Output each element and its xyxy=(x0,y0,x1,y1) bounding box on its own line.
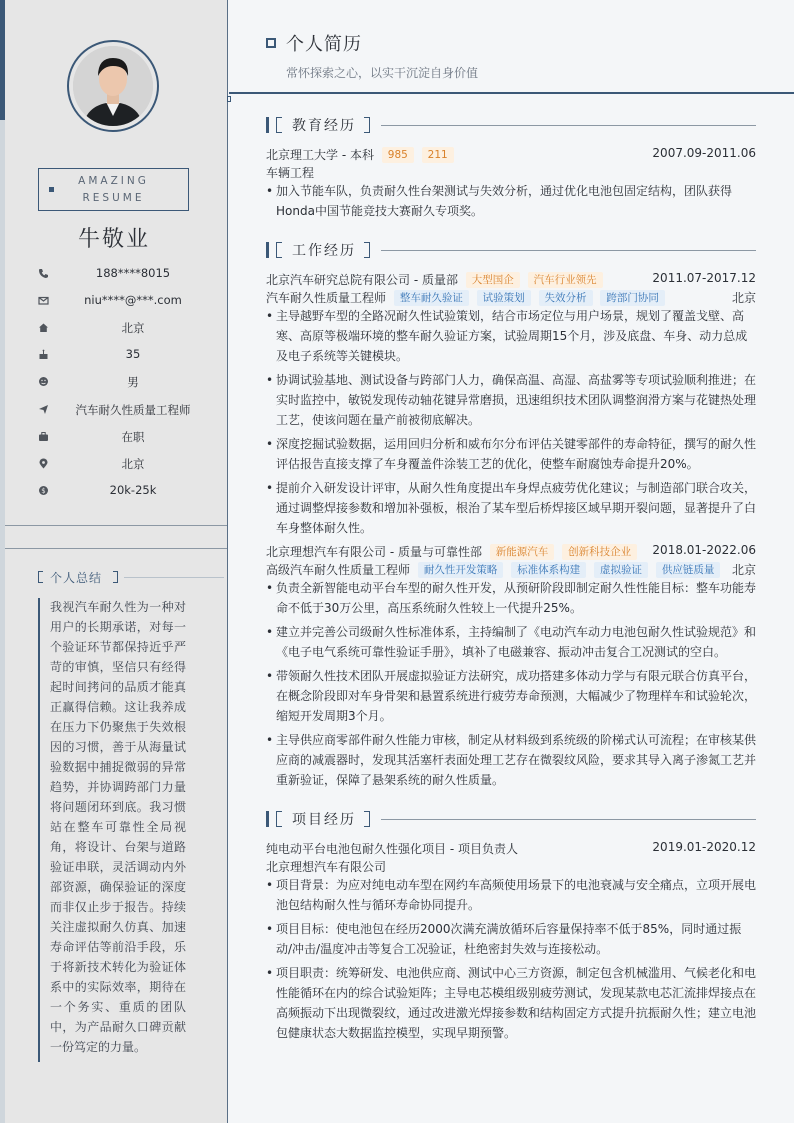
info-location xyxy=(38,318,188,338)
summary-accent-bar xyxy=(38,598,40,1062)
job-date: 2018.01-2022.06 xyxy=(652,543,756,557)
age-value: 35 xyxy=(125,347,141,361)
company-name: 北京汽车研究总院有限公司 - 质量部 xyxy=(266,273,458,287)
header-rule xyxy=(229,92,794,94)
skill-tag: 虚拟验证 xyxy=(594,562,648,578)
tag-985: 985 xyxy=(382,147,414,163)
skill-tag: 供应链质量 xyxy=(656,562,721,578)
skill-tag: 耐久性开发策略 xyxy=(418,562,504,578)
section-rule xyxy=(381,125,756,126)
list-item: • 主导供应商零部件耐久性能力审核，制定从材料级到系统级的阶梯式认可流程；在审核某供应商的减震器时，发现其活塞杆表面处理工艺存在微裂纹风险，要求其导入离子渗氮工艺并重新验证，保障了悬架系统的耐久性质量。 xyxy=(266,733,757,787)
info-city xyxy=(38,454,188,474)
list-item-text: 负责全新智能电动平台车型的耐久性开发，从预研阶段即制定耐久性性能目标：整车功能寿命不低于30万公里，高压系统耐久性较上一代提升25%。 xyxy=(276,581,757,615)
bracket-left xyxy=(276,811,282,827)
company-tag: 大型国企 xyxy=(466,272,520,288)
bracket-left xyxy=(276,242,282,258)
education-school-row xyxy=(266,146,756,164)
list-item: • 建立并完善公司级耐久性标准体系，主持编制了《电动汽车动力电池包耐久性试验规范》和《电子电气系统可靠性验证手册》，填补了电磁兼容、振动冲击复合工况测试的空白。 xyxy=(266,625,757,659)
job-value: 汽车耐久性质量工程师 xyxy=(75,403,191,417)
gender-value: 男 xyxy=(127,375,139,389)
skill-tag: 跨部门协同 xyxy=(600,290,665,306)
section-bar xyxy=(266,117,269,133)
education-major: 车辆工程 xyxy=(266,166,315,180)
avatar xyxy=(73,46,153,126)
list-item: • 项目背景：为应对纯电动车型在网约车高频使用场景下的电池衰减与安全痛点，立项开展电池包结构耐久性与循环寿命协同提升。 xyxy=(266,878,757,912)
sidebar-divider xyxy=(5,548,227,549)
school-name: 北京理工大学 - 本科 xyxy=(266,148,374,162)
section-rule xyxy=(381,250,756,251)
bracket-right xyxy=(364,811,370,827)
project-name: 纯电动平台电池包耐久性强化项目 - 项目负责人 xyxy=(266,842,518,856)
section-work xyxy=(266,241,756,259)
section-title: 教育经历 xyxy=(292,118,356,134)
info-phone xyxy=(38,264,188,284)
job-city: 北京 xyxy=(731,563,756,577)
resume-badge xyxy=(38,168,189,211)
email-value: niu****@***.com xyxy=(84,293,182,307)
list-item: • 项目目标：使电池包在经历2000次满充满放循环后容量保持率不低于85%，同时通过振动/冲击/温度冲击等复合工况验证，杜绝密封失效与连接松动。 xyxy=(266,922,742,956)
list-item: • 负责全新智能电动平台车型的耐久性开发，从预研阶段即制定耐久性性能目标：整车功能寿命不低于30万公里，高压系统耐久性较上一代提升25%。 xyxy=(266,581,757,615)
job-2-title-row xyxy=(266,561,756,579)
summary-heading-label: 个人总结 xyxy=(50,571,103,585)
list-item: • 协调试验基地、测试设备与跨部门人力，确保高温、高湿、高盐雾等专项试验顺利推进；在实时监控中，敏锐发现传动轴花键异常磨损，迅速组织技术团队调整润滑方案与花键热处理工艺，使该问题在量产前被彻底解决。 xyxy=(266,373,757,427)
list-item: • 提前介入研发设计评审，从耐久性角度提出车身焊点疲劳优化建议；与制造部门联合攻关，通过调整焊接参数和增加补强板，根治了某车型后桥焊接区域早期开裂问题，显著提升了白车身整体耐久性。 xyxy=(266,481,757,535)
list-item-text: 协调试验基地、测试设备与跨部门人力，确保高温、高湿、高盐雾等专项试验顺利推进；在实时监控中，敏锐发现传动轴花键异常磨损，迅速组织技术团队调整润滑方案与花键热处理工艺，使该问题在量产前被彻底解决。 xyxy=(276,373,757,427)
info-status xyxy=(38,427,188,447)
heading-rule xyxy=(124,577,224,578)
section-title: 项目经历 xyxy=(292,812,356,828)
sidebar-edge xyxy=(0,0,5,1123)
list-item-text: 项目职责：统筹研发、电池供应商、测试中心三方资源，制定包含机械滥用、气候老化和电性能循环在内的综合试验矩阵；主导电芯模组级别疲劳测试，发现某款电芯汇流排焊接点在高频振动下出现微裂纹，通过改进激光焊接参数和结构固定方式提升抗振耐久性；建立电池包健康状态大数据监控模型，实现早期预警。 xyxy=(276,966,757,1040)
list-item: • 加入节能车队，负责耐久性台架测试与失效分析，通过优化电池包固定结构，团队获得Honda中国节能竞技大赛耐久专项奖。 xyxy=(266,184,733,218)
company-tag: 新能源汽车 xyxy=(490,544,555,560)
skill-tag: 整车耐久验证 xyxy=(394,290,469,306)
section-projects xyxy=(266,810,756,828)
info-gender xyxy=(38,372,188,392)
education-date: 2007.09-2011.06 xyxy=(652,146,756,160)
list-item: • 带领耐久性技术团队开展虚拟验证方法研究，成功搭建多体动力学与有限元联合仿真平台，在概念阶段即对车身骨架和悬置系统进行疲劳寿命预测，大幅减少了物理样车和试验轮次，缩短开发周期3个月。 xyxy=(266,669,757,723)
skill-tag: 标准体系构建 xyxy=(511,562,586,578)
skill-tag: 失效分析 xyxy=(539,290,593,306)
job-2-company-row xyxy=(266,543,756,561)
project-org: 北京理想汽车有限公司 xyxy=(266,860,387,874)
sidebar-edge-accent xyxy=(0,0,5,120)
page-subtitle: 常怀探索之心，以实干沉淀自身价值 xyxy=(286,66,479,80)
list-item-text: 加入节能车队，负责耐久性台架测试与失效分析，通过优化电池包固定结构，团队获得Honda中国节能竞技大赛耐久专项奖。 xyxy=(276,184,733,218)
page-title: 个人简历 xyxy=(286,34,362,55)
bracket-right xyxy=(364,117,370,133)
section-title: 工作经历 xyxy=(292,243,356,259)
person-name: 牛敬业 xyxy=(77,227,150,252)
project-date: 2019.01-2020.12 xyxy=(652,840,756,854)
bracket-right xyxy=(113,571,118,583)
location-value: 北京 xyxy=(121,321,145,335)
skill-tag: 试验策划 xyxy=(477,290,531,306)
company-tag: 创新科技企业 xyxy=(562,544,637,560)
job-date: 2011.07-2017.12 xyxy=(652,271,756,285)
section-rule xyxy=(381,819,756,820)
job-1-company-row xyxy=(266,271,756,289)
avatar-frame xyxy=(67,40,159,132)
status-value: 在职 xyxy=(121,430,145,444)
list-item-text: 带领耐久性技术团队开展虚拟验证方法研究，成功搭建多体动力学与有限元联合仿真平台，在概念阶段即对车身骨架和悬置系统进行疲劳寿命预测，大幅减少了物理样车和试验轮次，缩短开发周期3个月。 xyxy=(276,669,757,723)
list-item-text: 提前介入研发设计评审，从耐久性角度提出车身焊点疲劳优化建议；与制造部门联合攻关，通过调整焊接参数和增加补强板，根治了某车型后桥焊接区域早期开裂问题，显著提升了白车身整体耐久性。 xyxy=(276,481,757,535)
list-item-text: 深度挖掘试验数据，运用回归分析和威布尔分布评估关键零部件的寿命特征，撰写的耐久性评估报告直接支撑了车身覆盖件涂装工艺的优化，使整车耐腐蚀寿命提升20%。 xyxy=(276,437,757,471)
job-city: 北京 xyxy=(731,291,756,305)
list-item-text: 主导越野车型的全路况耐久性试验策划，结合市场定位与用户场景，规划了覆盖戈壁、高寒、高原等极端环境的整车耐久验证方案，试验周期15个月，涉及底盘、车身、动力总成及电子系统等关键模块。 xyxy=(276,309,748,363)
salary-value: 20k-25k xyxy=(109,483,157,497)
phone-value: 188****8015 xyxy=(95,266,171,280)
summary-text: 我视汽车耐久性为一种对用户的长期承诺，对每一个验证环节都保持近乎严苛的审慎，坚信只有经得起时间拷问的品质才能真正赢得信赖。这让我养成在压力下仍聚焦于失效根因的习惯，善于从海量试验数据中捕捉微弱的异常趋势，并协调跨部门力量将问题闭环到底。我习惯站在整车可靠性全局视角，将设计、台架与道路验证串联，灵活调动内外部资源，确保验证的深度而非仅止步于报告。持续关注虚拟耐久仿真、加速寿命评估等前沿手段，乐于将新技术转化为验证体系中的实际效率，期待在一个务实、重质的团队中，为产品耐久口碑贡献一份笃定的力量。 xyxy=(50,600,186,1054)
list-item-text: 项目目标：使电池包在经历2000次满充满放循环后容量保持率不低于85%，同时通过振动/冲击/温度冲击等复合工况验证，杜绝密封失效与连接松动。 xyxy=(276,922,742,956)
summary-heading xyxy=(38,569,188,585)
svg-text:$: $ xyxy=(41,487,46,495)
info-age xyxy=(38,345,188,365)
bracket-left xyxy=(38,571,43,583)
list-item: • 项目职责：统筹研发、电池供应商、测试中心三方资源，制定包含机械滥用、气候老化和电性能循环在内的综合试验矩阵；主导电芯模组级别疲劳测试，发现某款电芯汇流排焊接点在高频振动下出现微裂纹，通过改进激光焊接参数和结构固定方式提升抗振耐久性；建立电池包健康状态大数据监控模型，实现早期预警。 xyxy=(266,966,757,1040)
project-name-row xyxy=(266,840,756,858)
info-job xyxy=(38,400,191,420)
job-title: 汽车耐久性质量工程师 xyxy=(266,291,387,305)
tag-211: 211 xyxy=(422,147,454,163)
sidebar xyxy=(0,0,228,1123)
section-bar xyxy=(266,811,269,827)
job-title: 高级汽车耐久性质量工程师 xyxy=(266,563,411,577)
badge-dot xyxy=(49,187,54,192)
badge-line-2: RESUME xyxy=(82,192,145,204)
list-item: • 主导越野车型的全路况耐久性试验策划，结合市场定位与用户场景，规划了覆盖戈壁、高寒、高原等极端环境的整车耐久验证方案，试验周期15个月，涉及底盘、车身、动力总成及电子系统等关键模块。 xyxy=(266,309,748,363)
list-item-text: 主导供应商零部件耐久性能力审核，制定从材料级到系统级的阶梯式认可流程；在审核某供应商的减震器时，发现其活塞杆表面处理工艺存在微裂纹风险，要求其导入离子渗氮工艺并重新验证，保障了悬架系统的耐久性质量。 xyxy=(276,733,757,787)
city-value: 北京 xyxy=(121,457,145,471)
section-bar xyxy=(266,242,269,258)
company-name: 北京理想汽车有限公司 - 质量与可靠性部 xyxy=(266,545,482,559)
section-education xyxy=(266,116,756,134)
list-item-text: 建立并完善公司级耐久性标准体系，主持编制了《电动汽车动力电池包耐久性试验规范》和《电子电气系统可靠性验证手册》，填补了电磁兼容、振动冲击复合工况测试的空白。 xyxy=(276,625,757,659)
header-rule-tick xyxy=(227,96,231,102)
company-tag: 汽车行业领先 xyxy=(528,272,603,288)
info-email xyxy=(38,291,188,311)
badge-line-1: AMAZING xyxy=(78,175,149,187)
list-item-text: 项目背景：为应对纯电动车型在网约车高频使用场景下的电池衰减与安全痛点，立项开展电池包结构耐久性与循环寿命协同提升。 xyxy=(276,878,757,912)
title-square-icon xyxy=(266,38,276,48)
bracket-left xyxy=(276,117,282,133)
list-item: • 深度挖掘试验数据，运用回归分析和威布尔分布评估关键零部件的寿命特征，撰写的耐久性评估报告直接支撑了车身覆盖件涂装工艺的优化，使整车耐腐蚀寿命提升20%。 xyxy=(266,437,757,471)
bracket-right xyxy=(364,242,370,258)
job-1-title-row xyxy=(266,289,756,307)
sidebar-divider xyxy=(5,525,227,526)
info-salary xyxy=(38,481,188,501)
